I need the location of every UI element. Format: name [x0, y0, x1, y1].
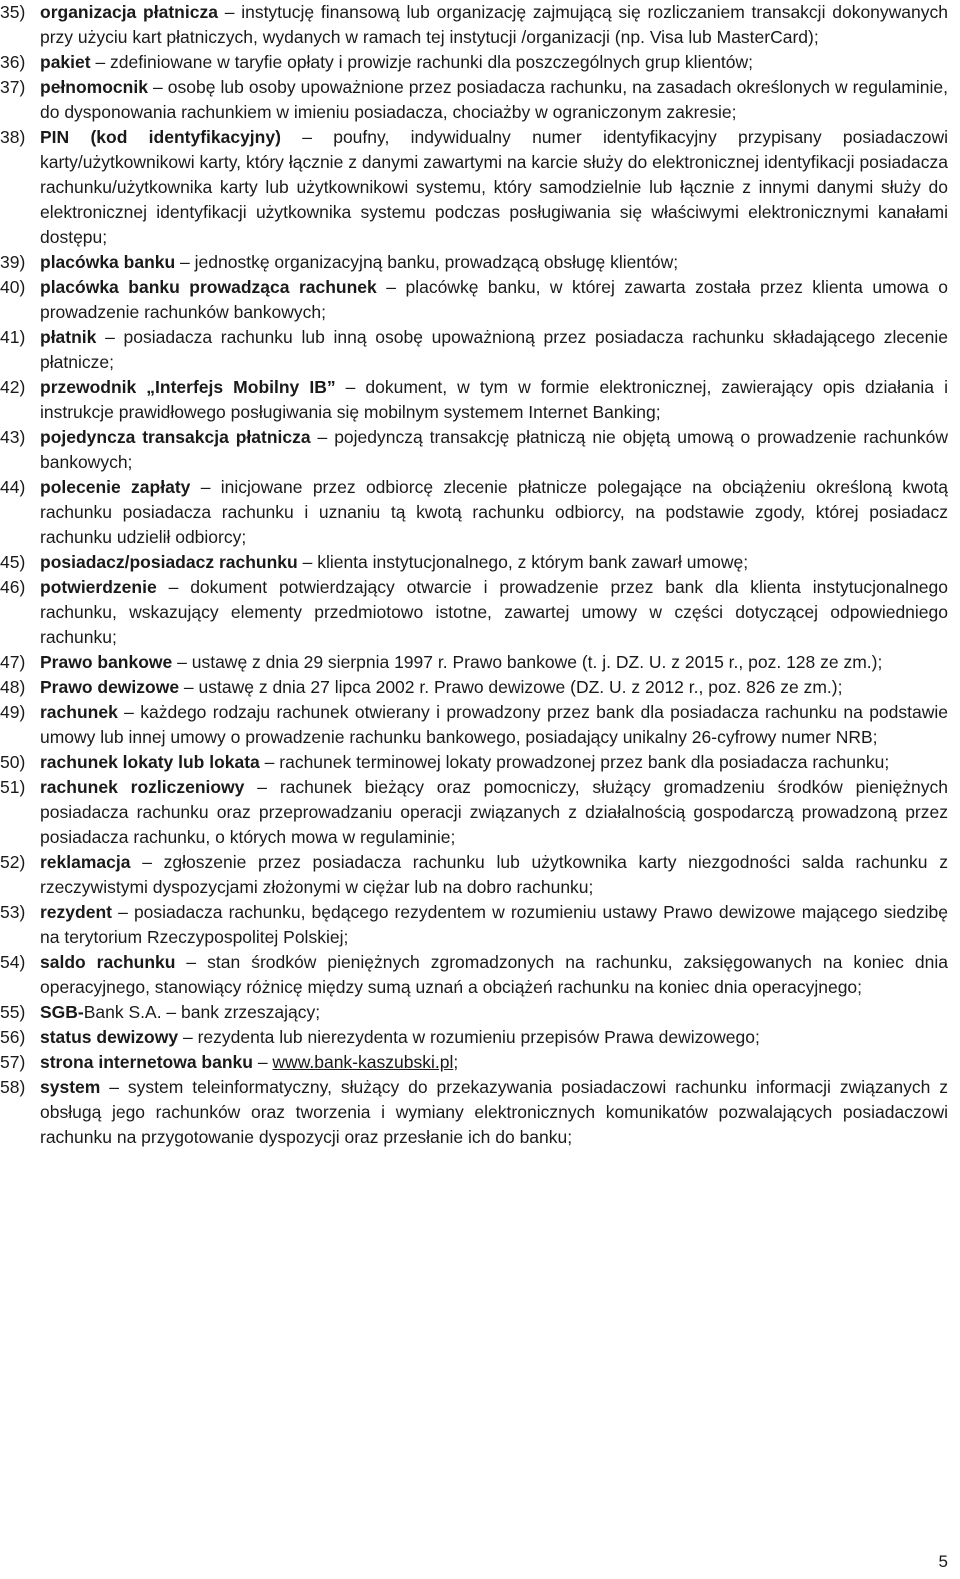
definition-text: posiadacza rachunku, będącego rezydentem w rozumieniu ustawy Prawo dewizowe mającego siedzibę na terytorium Rzeczypospolitej Polskiej;	[40, 902, 948, 947]
item-number: 43)	[0, 427, 26, 447]
item-number: 39)	[0, 252, 26, 272]
item-number: 53)	[0, 902, 26, 922]
term-separator: –	[130, 852, 164, 872]
definition-text: pojedynczą transakcję płatniczą nie objętą umową o prowadzenie rachunków bankowych;	[40, 427, 948, 472]
item-number: 37)	[0, 77, 26, 97]
definition-item	[0, 50, 960, 75]
definition-term: Prawo bankowe	[40, 652, 173, 672]
definition-term: system	[40, 1077, 101, 1097]
definition-item	[0, 750, 960, 775]
item-number: 57)	[0, 1052, 26, 1072]
definition-text: inicjowane przez odbiorcę zlecenie płatnicze polegające na obciążeniu określoną kwotą rachunku posiadacza rachunku i uznaniu tą kwotą rachunku odbiorcy, na podstawie zgody, której posiadacz rachunku udzielił odbiorcy;	[40, 477, 948, 547]
definition-term: rachunek rozliczeniowy	[40, 777, 245, 797]
term-separator: –	[310, 427, 335, 447]
term-separator: –	[335, 377, 366, 397]
definition-term: rachunek lokaty lub lokata	[40, 752, 260, 772]
item-number: 42)	[0, 377, 26, 397]
definition-item	[0, 575, 960, 650]
item-number: 49)	[0, 702, 26, 722]
item-number: 47)	[0, 652, 26, 672]
definition-text: system teleinformatyczny, służący do przekazywania posiadaczowi rachunku informacji związanych z obsługą jego rachunków oraz tworzenia i wymiany elektronicznych komunikatów pozwalających posiadaczowi rachunku na przygotowanie dyspozycji oraz przesłanie ich do banku;	[40, 1077, 948, 1147]
definition-term: polecenie zapłaty	[40, 477, 191, 497]
item-number: 40)	[0, 277, 26, 297]
definition-item	[0, 1075, 960, 1150]
item-number: 35)	[0, 2, 26, 22]
definition-term: organizacja płatnicza	[40, 2, 218, 22]
definition-term: rezydent	[40, 902, 112, 922]
definition-text: instytucję finansową lub organizację zajmującą się rozliczaniem transakcji dokonywanych przy użyciu kart płatniczych, wydanych w ramach tej instytucji /organizacji (np. Visa lub MasterCard);	[40, 2, 948, 47]
definition-term: rachunek	[40, 702, 118, 722]
definition-item	[0, 675, 960, 700]
item-number: 56)	[0, 1027, 26, 1047]
definition-item	[0, 650, 960, 675]
definition-item	[0, 700, 960, 750]
definition-term: strona internetowa banku	[40, 1052, 253, 1072]
definition-item	[0, 1025, 960, 1050]
item-number: 36)	[0, 52, 26, 72]
definition-item	[0, 250, 960, 275]
term-separator: –	[90, 52, 111, 72]
definition-text: ;	[453, 1052, 459, 1072]
definition-text: dokument, w tym w formie elektronicznej, zawierający opis działania i instrukcje prawidłowego posługiwania się mobilnym systemem Internet Banking;	[40, 377, 948, 422]
term-separator: –	[178, 1027, 198, 1047]
definition-term: pojedyncza transakcja płatnicza	[40, 427, 311, 447]
definition-term: SGB-	[40, 1002, 84, 1022]
item-number: 48)	[0, 677, 26, 697]
bank-website-link[interactable]: www.bank-kaszubski.pl	[272, 1052, 454, 1072]
item-number: 44)	[0, 477, 26, 497]
definition-text: osobę lub osoby upoważnione przez posiadacza rachunku, na zasadach określonych w regulaminie, do dysponowania rachunkiem w imieniu posiadacza, chociażby w ograniczonym zakresie;	[40, 77, 948, 122]
definition-text: każdego rodzaju rachunek otwierany i prowadzony przez bank dla posiadacza rachunku na podstawie umowy lub innej umowy o prowadzenie rachunku bankowego, posiadający unikalny 26-cyfrowy numer NRB;	[40, 702, 948, 747]
definition-term: pełnomocnik	[40, 77, 148, 97]
definition-item	[0, 550, 960, 575]
definition-term: PIN (kod identyfikacyjny)	[40, 127, 281, 147]
definition-term: pakiet	[40, 52, 91, 72]
item-number: 54)	[0, 952, 26, 972]
definition-text: Bank S.A. – bank zrzeszający;	[83, 1002, 321, 1022]
definition-text: poufny, indywidualny numer identyfikacyjny przypisany posiadaczowi karty/użytkownikowi karty, który łącznie z danymi zawartymi na karcie służy do elektronicznej identyfikacji posiadacza rachunku/użytkownika karty lub użytkownikowi systemu, który samodzielnie lub łącznie z innymi danymi służy do elektronicznej identyfikacji użytkownika systemu podczas posługiwania się właściwymi elektronicznymi kanałami dostępu;	[40, 127, 948, 247]
item-number: 46)	[0, 577, 26, 597]
definition-text: zgłoszenie przez posiadacza rachunku lub użytkownika karty niezgodności salda rachunku z rzeczywistymi dyspozycjami złożonymi w ciężar lub na dobro rachunku;	[40, 852, 948, 897]
item-number: 45)	[0, 552, 26, 572]
definition-term: placówka banku prowadząca rachunek	[40, 277, 377, 297]
definition-item	[0, 425, 960, 475]
item-number: 52)	[0, 852, 26, 872]
term-separator: –	[179, 677, 199, 697]
definition-item	[0, 775, 960, 850]
definition-term: status dewizowy	[40, 1027, 179, 1047]
definition-term: posiadacz/posiadacz rachunku	[40, 552, 298, 572]
definition-item	[0, 1050, 960, 1075]
definition-item	[0, 850, 960, 900]
item-number: 38)	[0, 127, 26, 147]
definition-item	[0, 1000, 960, 1025]
definition-text: dokument potwierdzający otwarcie i prowadzenie przez bank dla klienta instytucjonalnego rachunku, wskazujący elementy przedmiotowo istotne, zawartej umowy w części dotyczącej odpowiedniego rachunku;	[40, 577, 948, 647]
definition-item	[0, 475, 960, 550]
definition-text: ustawę z dnia 27 lipca 2002 r. Prawo dewizowe (DZ. U. z 2012 r., poz. 826 ze zm.);	[198, 677, 843, 697]
page-number: 5	[938, 1552, 948, 1571]
definition-item	[0, 375, 960, 425]
term-separator: –	[217, 2, 242, 22]
definition-term: przewodnik „Interfejs Mobilny IB”	[40, 377, 336, 397]
term-separator: –	[147, 77, 168, 97]
definition-text: rachunek bieżący oraz pomocniczy, służący gromadzeniu środków pieniężnych posiadacza rachunku oraz przeprowadzaniu operacji związanych z działalnością gospodarczą prowadzoną przez posiadacza rachunku, o których mowa w regulaminie;	[40, 777, 949, 847]
definition-text: ustawę z dnia 29 sierpnia 1997 r. Prawo bankowe (t. j. DZ. U. z 2015 r., poz. 128 ze zm.);	[191, 652, 883, 672]
term-separator: –	[376, 277, 406, 297]
definition-term: saldo rachunku	[40, 952, 176, 972]
item-number: 58)	[0, 1077, 26, 1097]
definition-text: zdefiniowane w taryfie opłaty i prowizje rachunki dla poszczególnych grup klientów;	[110, 52, 754, 72]
definition-text: rezydenta lub nierezydenta w rozumieniu przepisów Prawa dewizowego;	[197, 1027, 760, 1047]
item-number: 51)	[0, 777, 26, 797]
definition-item	[0, 900, 960, 950]
term-separator: –	[190, 477, 221, 497]
item-number: 41)	[0, 327, 26, 347]
definition-text: jednostkę organizacyjną banku, prowadzącą obsługę klientów;	[194, 252, 679, 272]
item-number: 50)	[0, 752, 26, 772]
definition-item	[0, 325, 960, 375]
definition-text: placówkę banku, w której zawarta została przez klienta umowa o prowadzenie rachunków bankowych;	[40, 277, 949, 322]
definition-item	[0, 75, 960, 125]
term-separator: –	[111, 902, 134, 922]
term-separator: –	[117, 702, 141, 722]
term-separator: –	[252, 1052, 273, 1072]
definition-term: potwierdzenie	[40, 577, 157, 597]
term-separator: –	[96, 327, 124, 347]
definition-item	[0, 0, 960, 50]
term-separator: –	[175, 252, 195, 272]
item-number: 55)	[0, 1002, 26, 1022]
term-separator: –	[280, 127, 334, 147]
definition-item	[0, 275, 960, 325]
definition-term: reklamacja	[40, 852, 131, 872]
definition-text: klienta instytucjonalnego, z którym bank zawarł umowę;	[317, 552, 749, 572]
definition-term: płatnik	[40, 327, 97, 347]
term-separator: –	[100, 1077, 128, 1097]
term-separator: –	[244, 777, 280, 797]
definition-term: Prawo dewizowe	[40, 677, 180, 697]
term-separator: –	[175, 952, 208, 972]
term-separator: –	[297, 552, 318, 572]
definition-item	[0, 950, 960, 1000]
definition-text: stan środków pieniężnych zgromadzonych na rachunku, zaksięgowanych na koniec dnia operacyjnego, stanowiący różnicę między sumą uznań a obciążeń rachunku na koniec dnia operacyjnego;	[40, 952, 948, 997]
definition-text: rachunek terminowej lokaty prowadzonej przez bank dla posiadacza rachunku;	[279, 752, 890, 772]
term-separator: –	[172, 652, 192, 672]
term-separator: –	[259, 752, 280, 772]
definition-text: posiadacza rachunku lub inną osobę upoważnioną przez posiadacza rachunku składającego zlecenie płatnicze;	[40, 327, 948, 372]
term-separator: –	[156, 577, 191, 597]
definition-item	[0, 125, 960, 250]
definition-term: placówka banku	[40, 252, 176, 272]
